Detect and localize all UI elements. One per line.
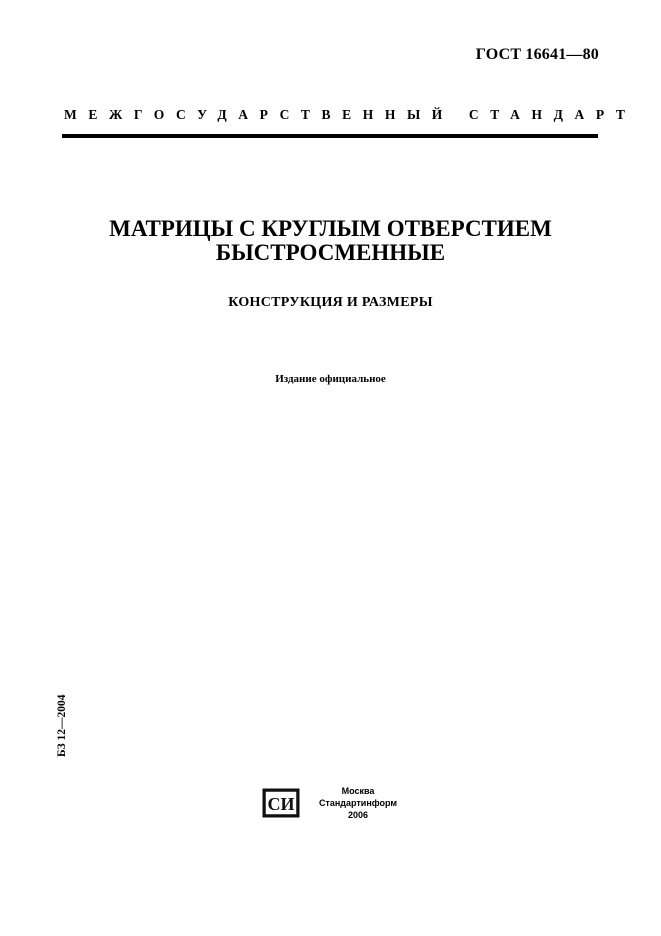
side-code: БЗ 12—2004 bbox=[56, 694, 68, 757]
standard-type-heading: МЕЖГОСУДАРСТВЕННЫЙ СТАНДАРТ bbox=[64, 107, 637, 122]
publisher-year: 2006 bbox=[347, 810, 369, 820]
edition-note: Издание официальное bbox=[275, 373, 386, 385]
publisher-logo-text: СИ bbox=[267, 794, 295, 814]
publisher-name: Стандартинформ bbox=[318, 798, 398, 808]
publisher-logo-icon bbox=[262, 788, 300, 818]
title-line-1: МАТРИЦЫ С КРУГЛЫМ ОТВЕРСТИЕМ bbox=[109, 216, 552, 241]
gost-number: ГОСТ 16641—80 bbox=[475, 46, 599, 63]
publisher-info bbox=[310, 785, 406, 821]
header-divider bbox=[62, 134, 598, 138]
title-line-2: БЫСТРОСМЕННЫЕ bbox=[215, 240, 446, 265]
publisher-city: Москва bbox=[341, 786, 375, 796]
document-subtitle: КОНСТРУКЦИЯ И РАЗМЕРЫ bbox=[228, 295, 433, 310]
document-title bbox=[0, 217, 661, 265]
